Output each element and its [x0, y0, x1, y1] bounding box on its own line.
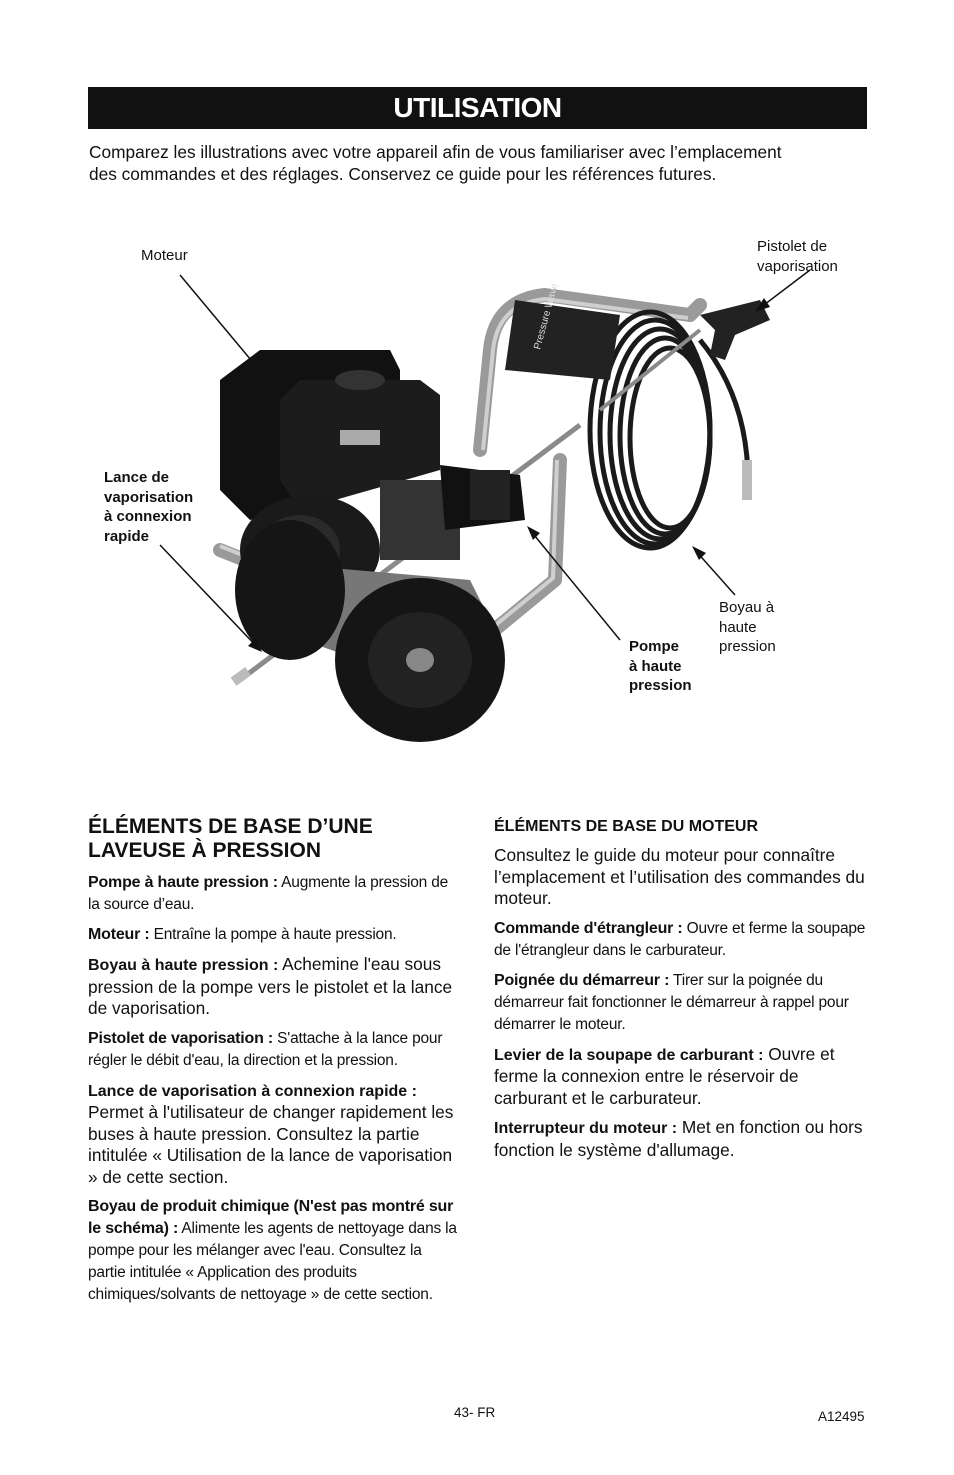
- term: Levier de la soupape de carburant :: [494, 1046, 764, 1064]
- callout-boyau: Boyau à haute pression: [719, 599, 776, 655]
- callout-pompe: Pompe à haute pression: [629, 638, 692, 694]
- desc: S'attache à la lance pour régler le débit d'eau, la direction et la pression.: [88, 1029, 443, 1069]
- left-heading: [88, 815, 460, 863]
- desc: Tirer sur la poignée du démarreur fait fonctionner le démarreur à rappel pour démarrer le moteur.: [494, 971, 849, 1033]
- callout-moteur: Moteur: [141, 247, 188, 264]
- item-moteur: [88, 924, 460, 946]
- pressure-washer-diagram: [0, 220, 954, 760]
- desc: Ouvre et ferme la connexion entre le réservoir de carburant et le carburateur.: [494, 1043, 835, 1108]
- desc: Achemine l'eau sous pression de la pompe vers le pistolet et la lance de vaporisation.: [88, 954, 453, 1018]
- item-carburant: [494, 1044, 868, 1110]
- page-number: 43- FR: [454, 1405, 496, 1420]
- term: Pompe à haute pression :: [88, 874, 278, 891]
- intro-line-2: des commandes et des réglages. Conservez ce guide pour les références futures.: [89, 164, 717, 184]
- right-heading: ÉLÉMENTS DE BASE DU MOTEUR: [494, 818, 759, 835]
- item-interrupteur: [494, 1117, 868, 1161]
- item-pistolet: [88, 1028, 460, 1072]
- item-pompe: [88, 872, 460, 916]
- left-heading-line-2: LAVEUSE À PRESSION: [88, 839, 321, 862]
- callout-pistolet: Pistolet de vaporisation: [757, 238, 838, 275]
- term: Interrupteur du moteur :: [494, 1120, 678, 1137]
- desc: Alimente les agents de nettoyage dans la pompe pour les mélanger avec l'eau. Consultez la partie intitulée « Application des produits chimiques/solvants de nettoyage » de cette section.: [88, 1220, 457, 1303]
- term: Lance de vaporisation à connexion rapide :: [88, 1082, 417, 1100]
- item-demarreur: [494, 970, 868, 1036]
- item-boyau: [88, 954, 460, 1020]
- item-etrangleur: [494, 918, 868, 962]
- left-heading-line-1: ÉLÉMENTS DE BASE D’UNE: [88, 815, 373, 838]
- term: Poignée du démarreur :: [494, 971, 670, 989]
- desc: Met en fonction ou hors fonction le système d'allumage.: [494, 1117, 863, 1160]
- left-column: [88, 815, 460, 1314]
- right-column: [494, 815, 868, 1169]
- term: Moteur :: [88, 926, 150, 943]
- term: Pistolet de vaporisation :: [88, 1029, 274, 1047]
- term: Boyau de produit chimique (N'est pas montré sur le schéma) :: [88, 1198, 454, 1237]
- callout-lance: Lance de vaporisation à connexion rapide: [104, 469, 194, 545]
- right-intro: Consultez le guide du moteur pour connaître l’emplacement et l’utilisation des commandes du moteur.: [494, 845, 865, 908]
- intro-text: [89, 141, 879, 185]
- decal-text: Pressure Wave: [532, 282, 561, 351]
- term: Commande d'étrangleur :: [494, 919, 683, 937]
- desc: Permet à l'utilisateur de changer rapidement les buses à haute pression. Consultez la partie intitulée « Utilisation de la lance de vaporisation » de cette section.: [88, 1102, 454, 1187]
- section-title: UTILISATION: [393, 92, 562, 123]
- desc: Ouvre et ferme la soupape de l'étrangleur dans le carburateur.: [494, 919, 866, 959]
- desc: Augmente la pression de la source d’eau.: [88, 874, 449, 913]
- item-produit-chimique: [88, 1196, 460, 1306]
- desc: Entraîne la pompe à haute pression.: [149, 926, 397, 943]
- term: Boyau à haute pression :: [88, 957, 279, 974]
- item-lance: [88, 1080, 460, 1189]
- document-code: A12495: [818, 1409, 865, 1424]
- intro-line-1: Comparez les illustrations avec votre appareil afin de vous familiariser avec l’emplacement: [89, 142, 782, 162]
- section-banner: [88, 87, 867, 129]
